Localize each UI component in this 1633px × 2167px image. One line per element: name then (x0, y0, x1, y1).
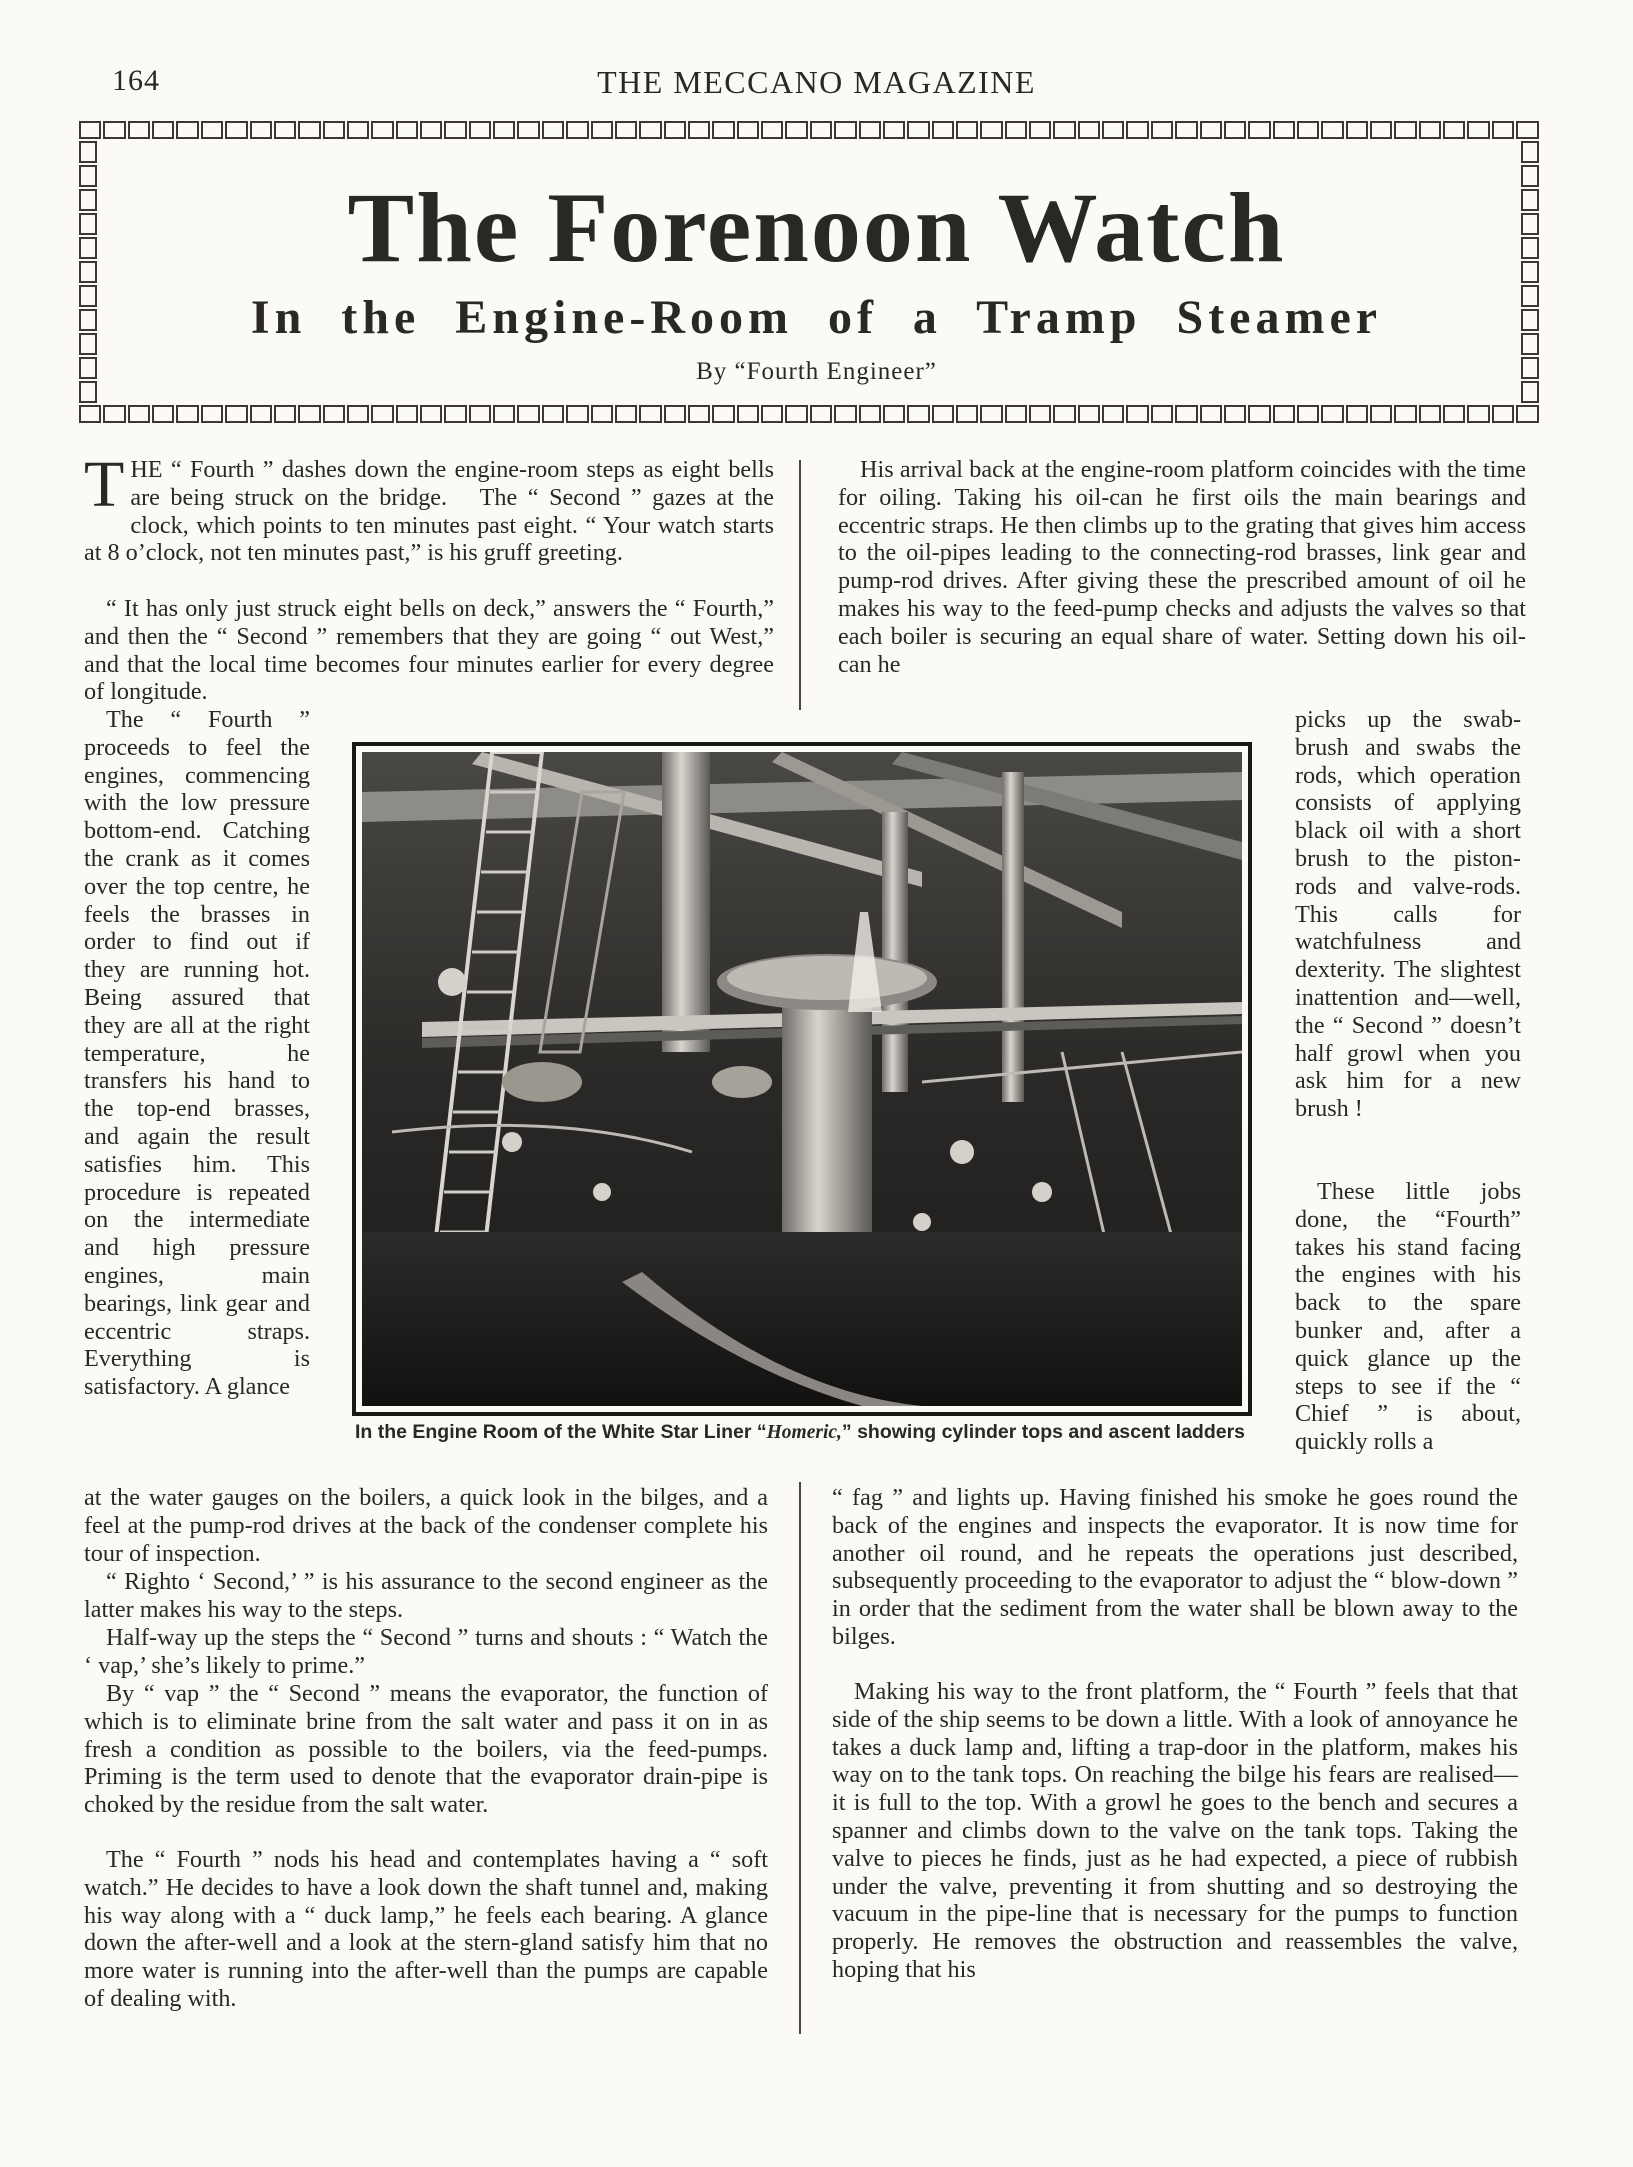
photo-caption (340, 1420, 1260, 1445)
running-header (0, 64, 1633, 108)
border-square (542, 121, 564, 139)
border-square (1492, 121, 1514, 139)
border-square (907, 121, 929, 139)
border-square (79, 405, 101, 423)
paragraph-4: “ Righto ‘ Second,’ ” is his assurance to the second engineer as the latter makes his way to the steps. (84, 1568, 768, 1623)
border-square (323, 121, 345, 139)
border-square (250, 121, 272, 139)
border-square (152, 121, 174, 139)
border-square (1370, 121, 1392, 139)
border-square (1273, 121, 1295, 139)
border-square (1297, 405, 1319, 423)
paragraph-3-continued: at the water gauges on the boilers, a quick look in the bilges, and a feel at the pump-rod drives at the back of the condenser complete his tour of inspection. (84, 1484, 768, 1567)
border-square (785, 405, 807, 423)
border-square (883, 121, 905, 139)
border-square (980, 405, 1002, 423)
border-square (298, 121, 320, 139)
border-square (883, 405, 905, 423)
border-square (859, 121, 881, 139)
border-square (1467, 405, 1489, 423)
border-square (712, 121, 734, 139)
border-square (1443, 405, 1465, 423)
paragraph-1-text-b: The “ Second ” gazes at the clock, which points to ten minutes past eight. “ Your watch starts at 8 o’clock, not ten minutes past,” is his gruff greeting. (84, 483, 774, 567)
paragraph-6: By “ vap ” the “ Second ” means the evaporator, the function of which is to eliminate brine from the salt water and pass it on in as fresh a condition as possible to the boilers, via the feed-pumps. Priming is the term used to denote that the evaporator drain-pipe is choked by the residue from the salt water. (84, 1680, 768, 1819)
border-square (1321, 405, 1343, 423)
border-square (1346, 405, 1368, 423)
border-square (128, 405, 150, 423)
border-square (444, 405, 466, 423)
border-square (688, 121, 710, 139)
border-square (1029, 405, 1051, 423)
paragraph-3-narrow: The “ Fourth ” proceeds to feel the engines, commencing with the low pressure bottom-end. Catching the crank as it comes over the top centre, he feels the brasses in order to find out if they are running hot. Being assured that they are all at the right temperature, he transfers his hand to the top-end brasses, and again the result satisfies him. This procedure is repeated on the intermediate and high pressure engines, main bearings, link gear and eccentric straps. Everything is satisfactory. A glance (84, 706, 310, 1401)
border-square (103, 121, 125, 139)
border-square (1321, 121, 1343, 139)
border-square (347, 405, 369, 423)
border-square (1078, 405, 1100, 423)
border-square (834, 121, 856, 139)
border-square (1053, 405, 1075, 423)
page-number: 164 (112, 64, 160, 97)
border-square (176, 121, 198, 139)
border-square (1224, 405, 1246, 423)
border-square (639, 405, 661, 423)
border-square (737, 405, 759, 423)
border-square (1078, 121, 1100, 139)
border-square (761, 121, 783, 139)
engine-room-illustration (362, 752, 1242, 1406)
border-square (956, 121, 978, 139)
border-square (1224, 121, 1246, 139)
border-square (1516, 121, 1538, 139)
border-square (980, 121, 1002, 139)
border-square (1175, 121, 1197, 139)
border-square (420, 405, 442, 423)
border-square (1200, 405, 1222, 423)
paragraph-1 (84, 448, 774, 567)
paragraph-5: Half-way up the steps the “ Second ” turns and shouts : “ Watch the ‘ vap,’ she’s likely to prime.” (84, 1624, 768, 1679)
border-square (1346, 121, 1368, 139)
border-square (1029, 121, 1051, 139)
border-square (128, 121, 150, 139)
border-square (932, 405, 954, 423)
border-square (371, 405, 393, 423)
paragraph-7: The “ Fourth ” nods his head and contemplates having a “ soft watch.” He decides to have a look down the shaft tunnel and, making his way along with a “ duck lamp,” he feels each bearing. A glance down the after-well and a look at the stern-gland satisfy him that no more water is running into the after-well than the pumps are capable of dealing with. (84, 1846, 768, 2012)
caption-suffix: ” showing cylinder tops and ascent ladders (841, 1421, 1246, 1443)
border-square (298, 405, 320, 423)
article-subtitle: In the Engine-Room of a Tramp Steamer (250, 291, 1383, 344)
border-square (785, 121, 807, 139)
border-square (493, 405, 515, 423)
border-square (664, 121, 686, 139)
border-square (615, 405, 637, 423)
border-square (1370, 405, 1392, 423)
border-square (469, 405, 491, 423)
border-square (396, 405, 418, 423)
border-square (1151, 405, 1173, 423)
border-square (396, 121, 418, 139)
border-square (810, 405, 832, 423)
border-square (1521, 141, 1539, 163)
border-square (1248, 405, 1270, 423)
caption-ship-name: Homeric, (766, 1422, 842, 1443)
border-square (371, 121, 393, 139)
border-square (347, 121, 369, 139)
border-square (250, 405, 272, 423)
border-square (591, 121, 613, 139)
drop-cap: T (84, 448, 125, 521)
border-square (1005, 405, 1027, 423)
border-square (1151, 121, 1173, 139)
border-square (420, 121, 442, 139)
border-square (1467, 121, 1489, 139)
border-square (323, 405, 345, 423)
border-square (1175, 405, 1197, 423)
border-square (103, 405, 125, 423)
border-square (566, 121, 588, 139)
border-square (932, 121, 954, 139)
paragraph-r1: His arrival back at the engine-room platform coincides with the time for oiling. Taking his oil-can he first oils the main bearings and eccentric straps. He then climbs up to the grating that gives him access to the oil-pipes leading to the connecting-rod brasses, link gear and pump-rod drives. After giving these the prescribed amount of oil he makes his way to the feed-pump checks and adjusts the valves so that each boiler is securing an equal share of water. Setting down his oil-can he (838, 456, 1526, 678)
engine-room-photo (352, 742, 1252, 1416)
border-square (859, 405, 881, 423)
border-square (810, 121, 832, 139)
magazine-title: THE MECCANO MAGAZINE (597, 64, 1036, 100)
border-square (1126, 121, 1148, 139)
article-byline: By “Fourth Engineer” (696, 358, 937, 385)
border-square (493, 121, 515, 139)
paragraph-2: “ It has only just struck eight bells on deck,” answers the “ Fourth,” and then the “ Second ” remembers that they are going “ out West,” and that the local time becomes four minutes earlier for every degree of longitude. (84, 595, 774, 706)
border-square (469, 121, 491, 139)
border-square (79, 141, 97, 163)
border-square (274, 405, 296, 423)
caption-prefix: In the Engine Room of the White Star Liner “ (354, 1421, 767, 1443)
border-square (566, 405, 588, 423)
paragraph-r2-narrow: These little jobs done, the “Fourth” takes his stand facing the engines with his back to the spare bunker and, after a quick glance up the steps to see if the “ Chief ” is about, quickly rolls a (1295, 1178, 1521, 1456)
paragraph-r3: Making his way to the front platform, the “ Fourth ” feels that that side of the ship seems to be down a little. With a look of annoyance he takes a duck lamp and, lifting a trap-door in the platform, makes his way on to the tank tops. On reaching the bilge his fears are realised—it is full to the top. With a growl he goes to the bench and secures a spanner and climbs down to the valve on the tank tops. Taking the valve to pieces he finds, just as he had expected, a piece of rubbish under the valve, preventing it from shutting and so destroying the vacuum in the pipe-line that is necessary for the pumps to function properly. He removes the obstruction and reassembles the valve, hoping that his (832, 1678, 1518, 1983)
border-square (639, 121, 661, 139)
paragraph-r1-narrow: picks up the swab-brush and swabs the rods, which operation consists of applying black oil with a short brush to the piston-rods and valve-rods. This calls for watchfulness and dexterity. The slightest inattention and—well, the “ Second ” doesn’t half growl when you ask him for a new brush ! (1295, 706, 1521, 1123)
border-square (907, 405, 929, 423)
border-square (176, 405, 198, 423)
border-square (1394, 405, 1416, 423)
border-square (1443, 121, 1465, 139)
border-square (1419, 405, 1441, 423)
border-square (688, 405, 710, 423)
border-square (712, 405, 734, 423)
border-square (1516, 405, 1538, 423)
border-square (225, 405, 247, 423)
border-square (201, 405, 223, 423)
border-square (1248, 121, 1270, 139)
border-square (1005, 121, 1027, 139)
border-square (1126, 405, 1148, 423)
border-square (615, 121, 637, 139)
border-square (152, 405, 174, 423)
border-square (1492, 405, 1514, 423)
border-square (834, 405, 856, 423)
border-square (201, 121, 223, 139)
border-square (79, 121, 101, 139)
border-square (956, 405, 978, 423)
border-square (1273, 405, 1295, 423)
border-square (1200, 121, 1222, 139)
border-square (225, 121, 247, 139)
border-square (517, 121, 539, 139)
border-square (591, 405, 613, 423)
border-square (664, 405, 686, 423)
border-square (1419, 121, 1441, 139)
paragraph-1-text-a: HE “ Fourth ” dashes down the engine-room steps as eight bells are being struck on the bridge. (130, 456, 774, 511)
article-title: The Forenoon Watch (347, 172, 1286, 283)
border-square (1102, 405, 1124, 423)
border-square (542, 405, 564, 423)
column-rule-top (799, 460, 801, 710)
border-square (517, 405, 539, 423)
border-square (1394, 121, 1416, 139)
border-square (274, 121, 296, 139)
border-square (761, 405, 783, 423)
border-square (1102, 121, 1124, 139)
border-square (1053, 121, 1075, 139)
border-square (737, 121, 759, 139)
border-square (444, 121, 466, 139)
column-rule-bottom (799, 1482, 801, 2034)
border-square (1297, 121, 1319, 139)
paragraph-r2-continued: “ fag ” and lights up. Having finished his smoke he goes round the back of the engines and inspects the evaporator. It is now time for another oil round, and he repeats the operations just described, subsequently proceeding to the evaporator to adjust the “ blow-down ” in order that the sediment from the water shall be blown away to the bilges. (832, 1484, 1518, 1650)
